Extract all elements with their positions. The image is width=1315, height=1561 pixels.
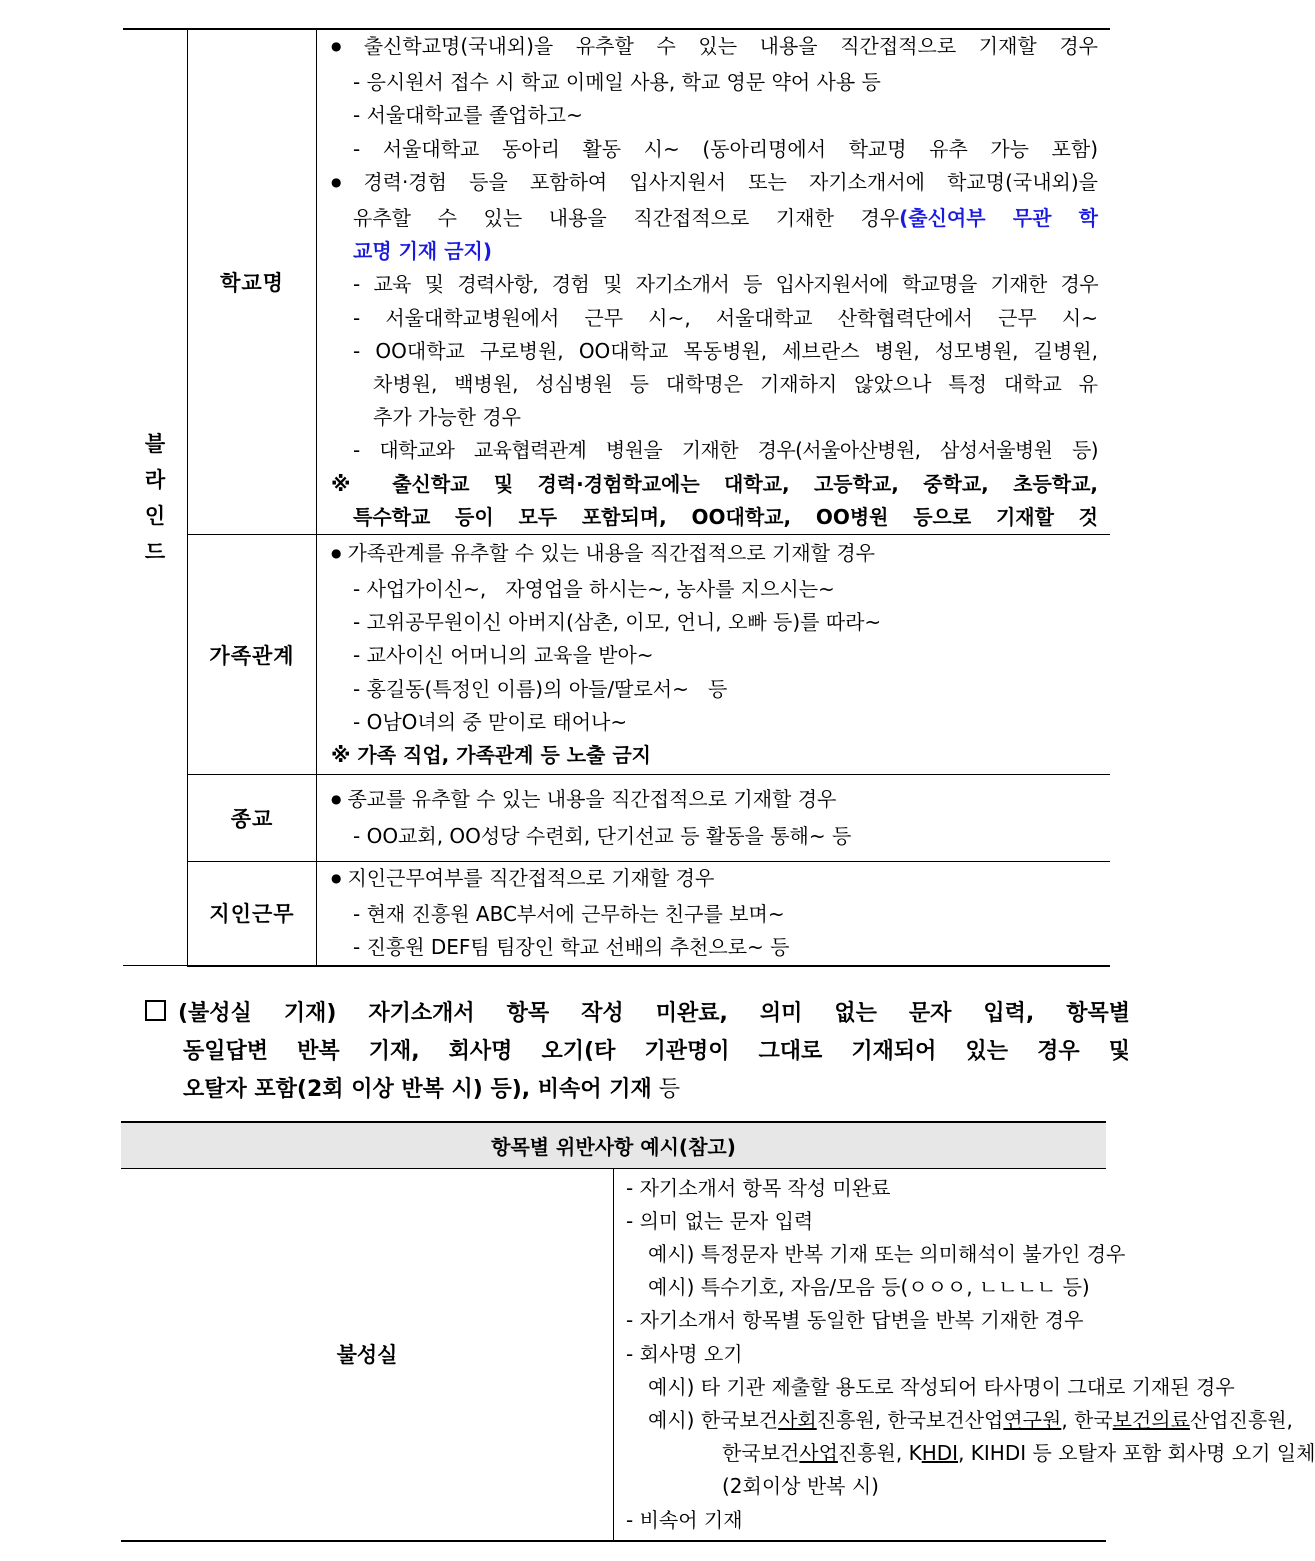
family-line-2: - 사업가이신~, 자영업을 하시는~, 농사를 지으시는~ — [353, 577, 835, 602]
religion-line-1: ● 종교를 유추할 수 있는 내용을 직간접적으로 기재할 경우 — [331, 783, 1098, 819]
insincere-label: 불성실 — [121, 1169, 614, 1541]
acquaintance-line-1: ● 지인근무여부를 직간접적으로 기재할 경우 — [331, 862, 1098, 898]
violation-example: 예시) 특정문자 반복 기재 또는 의미해석이 불가인 경우 — [648, 1242, 1126, 1267]
acquaintance-content — [317, 862, 1111, 966]
school-line-3: - 서울대학교를 졸업하고~ — [353, 103, 583, 128]
violation-example-typos: 예시) 한국보건사회진흥원, 한국보건산업연구원, 한국보건의료산업진흥원, — [648, 1408, 1293, 1433]
acquaintance-line-2: - 현재 진흥원 ABC부서에 근무하는 친구를 보며~ — [353, 902, 785, 927]
blind-rules-table — [123, 28, 1110, 967]
checkbox-square-icon — [145, 1000, 166, 1021]
violation-line: - 자기소개서 항목별 동일한 답변을 반복 기재한 경우 — [626, 1308, 1084, 1333]
family-line-4: - 교사이신 어머니의 교육을 받아~ — [353, 643, 654, 668]
violation-line: - 회사명 오기 — [626, 1341, 743, 1366]
religion-content — [317, 775, 1111, 862]
school-line-4: - 서울대학교 동아리 활동 시~ (동아리명에서 학교명 유추 가능 포함) — [353, 136, 1098, 161]
school-line-5: ● 경력·경험 등을 포함하여 입사지원서 또는 자기소개서에 학교명(국내외)을 — [331, 166, 1098, 202]
school-line-8: - 교육 및 경력사항, 경험 및 자기소개서 등 입사지원서에 학교명을 기재한 경우 — [353, 272, 1098, 297]
violation-example-repeat: (2회이상 반복 시) — [722, 1474, 879, 1499]
family-line-5: - 홍길동(특정인 이름)의 아들/딸로서~ 등 — [353, 676, 728, 701]
school-line-12: 추가 가능한 경우 — [373, 405, 521, 430]
family-line-1: ● 가족관계를 유추할 수 있는 내용을 직간접적으로 기재할 경우 — [331, 537, 1098, 573]
violation-content — [614, 1169, 1315, 1541]
violation-line: - 의미 없는 문자 입력 — [626, 1208, 814, 1233]
insincere-heading — [145, 995, 1130, 1109]
acquaintance-label: 지인근무 — [188, 862, 317, 966]
school-line-13: - 대학교와 교육협력관계 병원을 기재한 경우(서울아산병원, 삼성서울병원 등) — [353, 438, 1098, 463]
acquaintance-line-3: - 진흥원 DEF팀 팀장인 학교 선배의 추천으로~ 등 — [353, 935, 790, 960]
family-label: 가족관계 — [188, 535, 317, 775]
heading-line-3: 오탈자 포함(2회 이상 반복 시) 등), 비속어 기재 등 — [183, 1077, 680, 1102]
family-line-3: - 고위공무원이신 아버지(삼촌, 이모, 언니, 오빠 등)를 따라~ — [353, 610, 882, 635]
family-content — [317, 535, 1111, 775]
table-header: 항목별 위반사항 예시(참고) — [121, 1122, 1106, 1169]
school-line-11: 차병원, 백병원, 성심병원 등 대학명은 기재하지 않았으나 특정 대학교 유 — [373, 372, 1098, 397]
school-label: 학교명 — [188, 29, 317, 535]
school-note-1: ※ 출신학교 및 경력·경험학교에는 대학교, 고등학교, 중학교, 초등학교, — [331, 471, 1098, 496]
violation-line: - 자기소개서 항목 작성 미완료 — [626, 1175, 891, 1200]
religion-label: 종교 — [188, 775, 317, 862]
school-line-6: 유추할 수 있는 내용을 직간접적으로 기재한 경우(출신여부 무관 학 — [353, 206, 1098, 231]
violation-line: - 비속어 기재 — [626, 1507, 743, 1532]
family-note: ※ 가족 직업, 가족관계 등 노출 금지 — [331, 743, 651, 768]
school-line-1: ● 출신학교명(국내외)을 유추할 수 있는 내용을 직간접적으로 기재할 경우 — [331, 30, 1098, 66]
violation-example: 예시) 타 기관 제출할 용도로 작성되어 타사명이 그대로 기재된 경우 — [648, 1374, 1235, 1399]
heading-line-2: 동일답변 반복 기재, 회사명 오기(타 기관명이 그대로 기재되어 있는 경우 및 — [183, 1039, 1130, 1064]
school-line-9: - 서울대학교병원에서 근무 시~, 서울대학교 산학협력단에서 근무 시~ — [353, 305, 1098, 330]
school-note-2: 특수학교 등이 모두 포함되며, OO대학교, OO병원 등으로 기재할 것 — [353, 504, 1098, 529]
religion-line-2: - OO교회, OO성당 수련회, 단기선교 등 활동을 통해~ 등 — [353, 823, 852, 848]
violation-example-typos-cont: 한국보건사업진흥원, KHDI, KIHDI 등 오탈자 포함 회사명 오기 일체 — [722, 1441, 1315, 1466]
blind-label-cell: 블 라 인 드 — [123, 29, 188, 966]
school-content — [317, 29, 1111, 535]
school-line-10: - OO대학교 구로병원, OO대학교 목동병원, 세브란스 병원, 성모병원, 길병원, — [353, 338, 1098, 363]
heading-line-1: (불성실 기재) 자기소개서 항목 작성 미완료, 의미 없는 문자 입력, 항목별 — [145, 995, 1130, 1033]
family-line-6: - O남O녀의 중 맏이로 태어나~ — [353, 709, 628, 734]
violation-example: 예시) 특수기호, 자음/모음 등(ㅇㅇㅇ, ㄴㄴㄴㄴ 등) — [648, 1275, 1090, 1300]
violation-examples-table — [121, 1121, 1315, 1542]
school-line-2: - 응시원서 접수 시 학교 이메일 사용, 학교 영문 약어 사용 등 — [353, 70, 881, 95]
school-line-7: 교명 기재 금지) — [353, 239, 492, 264]
